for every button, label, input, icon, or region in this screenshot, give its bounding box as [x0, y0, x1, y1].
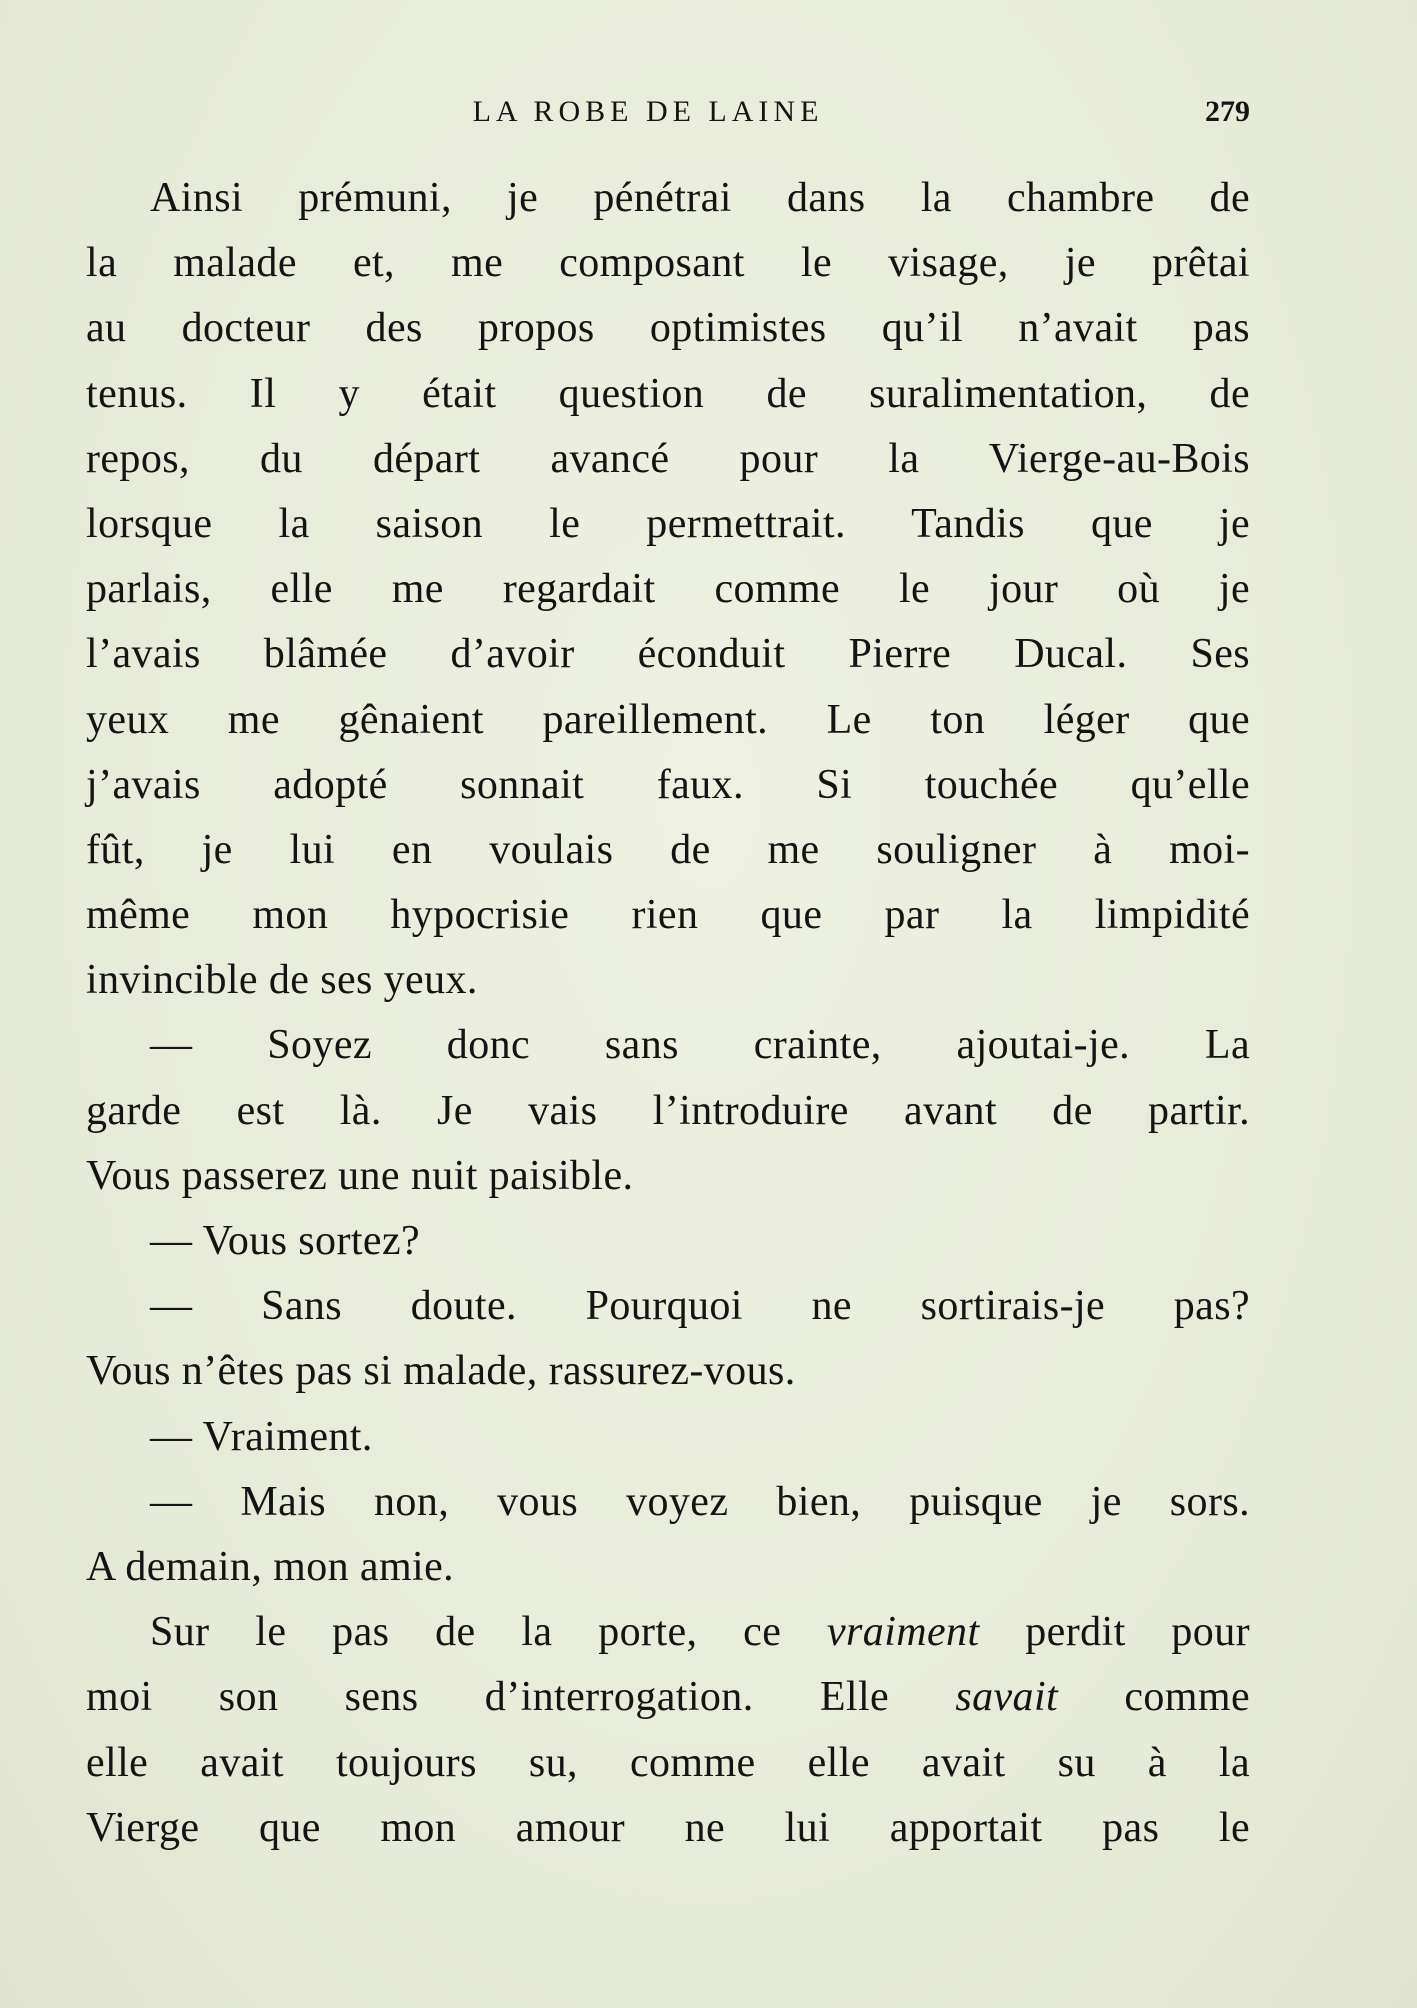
text-line: lorsque la saison le permettrait. Tandis que je	[86, 500, 1250, 547]
text-line: même mon hypocrisie rien que par la limpidité	[86, 892, 1250, 939]
dialogue-line: — Sans doute. Pourquoi ne sortirais-je pas?	[150, 1283, 1250, 1330]
text-line: elle avait toujours su, comme elle avait su à la	[86, 1739, 1250, 1786]
italic-word: vraiment	[827, 1609, 980, 1656]
text-line: garde est là. Je vais l’introduire avant de partir.	[86, 1087, 1250, 1134]
text-line: l’avais blâmée d’avoir éconduit Pierre Ducal. Ses	[86, 631, 1250, 678]
dialogue-line: — Mais non, vous voyez bien, puisque je sors.	[150, 1478, 1250, 1525]
dialogue-line: — Soyez donc sans crainte, ajoutai-je. La	[150, 1022, 1250, 1069]
text-line: parlais, elle me regardait comme le jour où je	[86, 566, 1250, 613]
text-line-with-italic	[86, 1665, 1250, 1730]
text-line: j’avais adopté sonnait faux. Si touchée qu’elle	[86, 761, 1250, 808]
dialogue-line: — Vous sortez?	[150, 1218, 421, 1264]
text-segment: comme	[1058, 1674, 1250, 1721]
page-number: 279	[1205, 95, 1250, 128]
text-line: invincible de ses yeux.	[86, 957, 478, 1004]
text-line: au docteur des propos optimistes qu’il n’avait pas	[86, 305, 1250, 352]
text-line: Vous n’êtes pas si malade, rassurez-vous.	[86, 1348, 796, 1395]
text-line: tenus. Il y était question de suralimentation, de	[86, 370, 1250, 417]
text-segment: moi son sens d’interrogation. Elle	[86, 1674, 956, 1721]
italic-word: savait	[955, 1674, 1059, 1721]
running-title: LA ROBE DE LAINE	[472, 95, 824, 128]
text-line-with-italic	[86, 1600, 1250, 1665]
text-line: Vierge que mon amour ne lui apportait pas le	[86, 1804, 1250, 1851]
running-head	[86, 92, 1250, 132]
text-segment: Sur le pas de la porte, ce	[150, 1609, 828, 1656]
text-segment: perdit pour	[979, 1609, 1250, 1656]
text-line: yeux me gênaient pareillement. Le ton léger que	[86, 696, 1250, 743]
text-line: Ainsi prémuni, je pénétrai dans la chambre de	[150, 175, 1250, 221]
text-line: la malade et, me composant le visage, je prêtai	[86, 240, 1250, 287]
text-line: repos, du départ avancé pour la Vierge-au-Bois	[86, 435, 1250, 482]
body-text	[86, 166, 1250, 1861]
text-line: fût, je lui en voulais de me souligner à moi-	[86, 826, 1250, 873]
text-line: Vous passerez une nuit paisible.	[86, 1152, 634, 1199]
text-line: A demain, mon amie.	[86, 1543, 455, 1590]
dialogue-line: — Vraiment.	[150, 1413, 373, 1460]
